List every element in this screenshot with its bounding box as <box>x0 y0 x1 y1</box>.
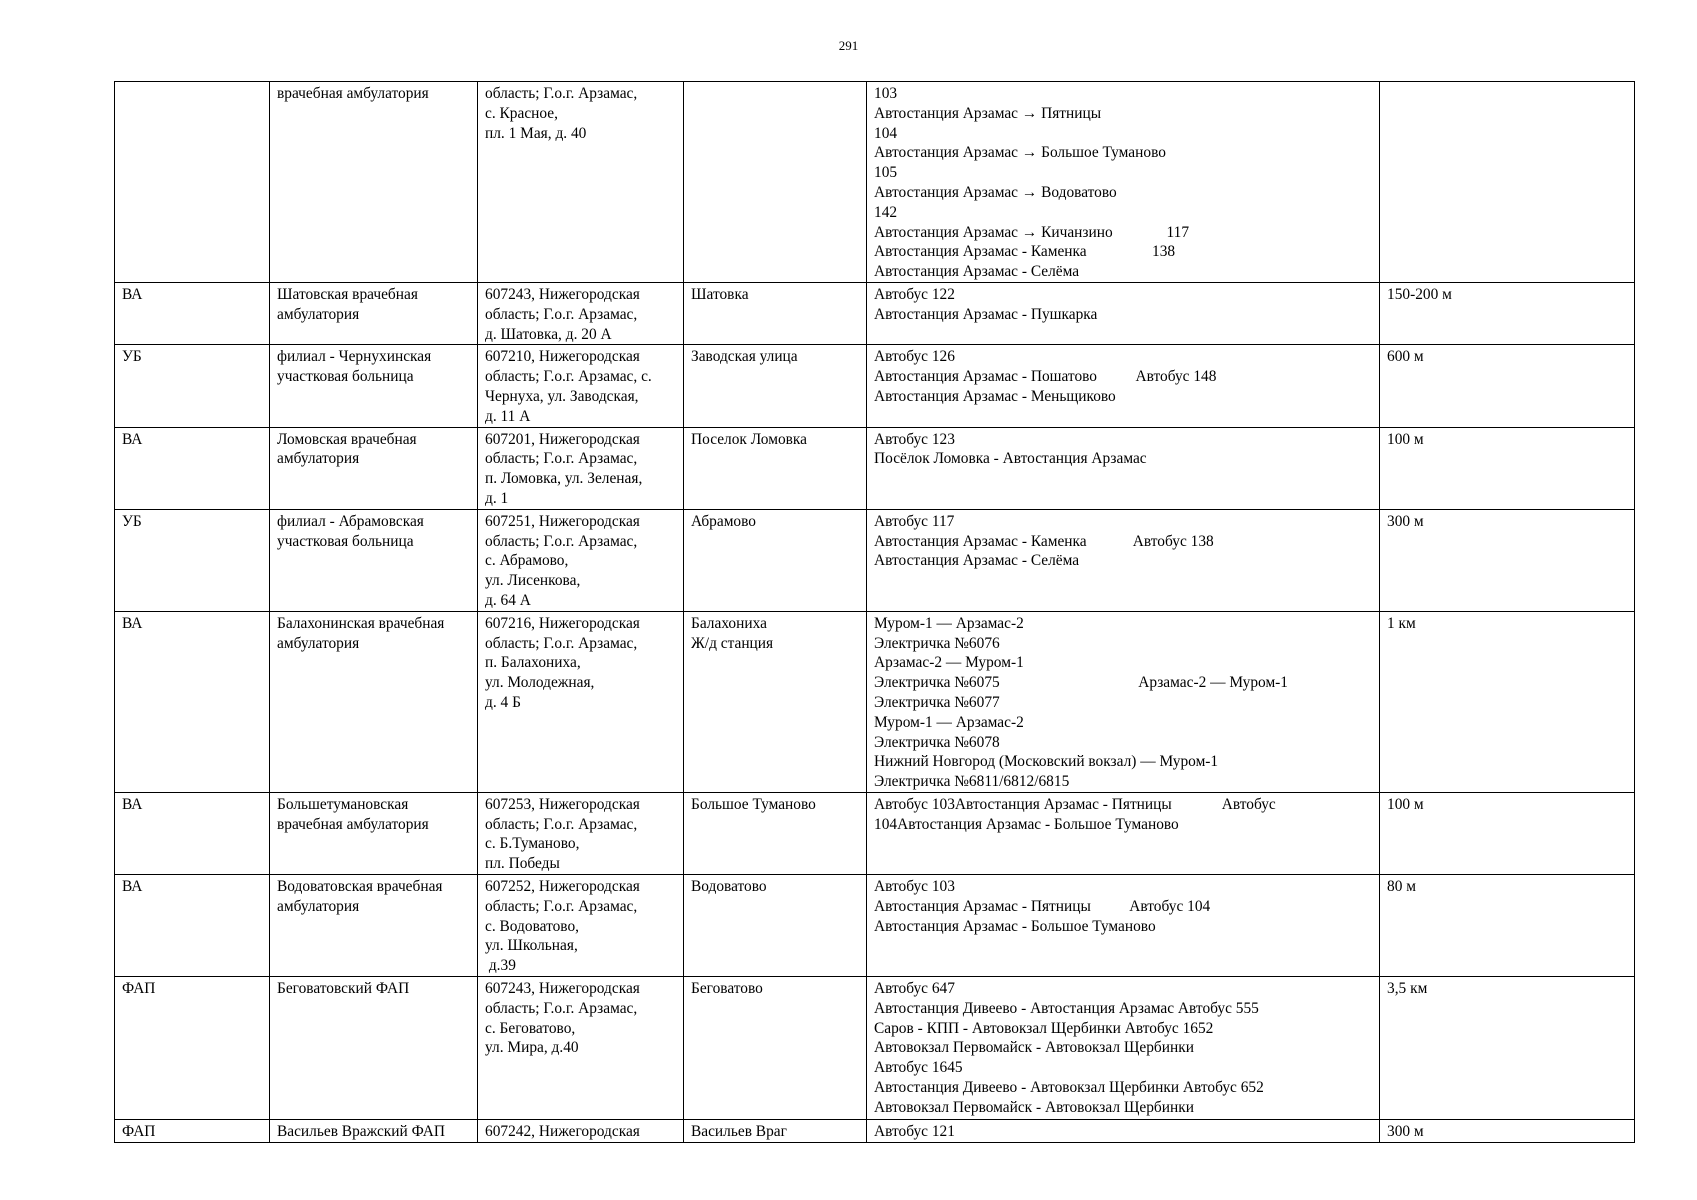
distance-cell-text: 80 м <box>1387 878 1416 896</box>
facility-type-cell-text: ФАП <box>122 1123 156 1141</box>
distance-cell <box>1380 1120 1635 1143</box>
facilities-table <box>114 81 1635 1143</box>
address-cell-line: область; Г.о.г. Арзамас, <box>485 532 638 550</box>
distance-cell <box>1380 509 1635 611</box>
address-cell-line: 607252, Нижегородская <box>485 878 640 896</box>
routes-cell <box>867 875 1380 977</box>
distance-cell-text: 3,5 км <box>1387 980 1428 998</box>
facility-type-cell <box>115 1120 270 1143</box>
address-cell <box>478 1120 684 1143</box>
address-cell-line: п. Ломовка, ул. Зеленая, <box>485 470 643 488</box>
address-cell-line: 607242, Нижегородская <box>485 1123 640 1141</box>
routes-cell-line: Автостанция Арзамас - Пушкарка <box>874 305 1098 323</box>
routes-cell-line: Автостанция Арзамас - Селёма <box>874 552 1080 570</box>
address-cell-line: с. Красное, <box>485 104 558 122</box>
facility-type-cell-text: ВА <box>122 614 143 632</box>
routes-cell-line: Автобус 122 <box>874 285 955 303</box>
facility-type-cell-text: ВА <box>122 430 143 448</box>
facility-name-cell-line: филиал - Абрамовская <box>277 512 424 530</box>
facility-type-cell <box>115 611 270 792</box>
routes-cell-line: Автобус 647 <box>874 980 955 998</box>
routes-cell-line: Автостанция Арзамас - Селёма <box>874 263 1080 281</box>
address-cell-line: п. Балахониха, <box>485 654 581 672</box>
address-cell <box>478 345 684 427</box>
address-cell-line: ул. Мира, д.40 <box>485 1039 579 1057</box>
routes-cell-line: 142 <box>874 203 898 221</box>
facility-name-cell-line: Беговатовский ФАП <box>277 980 410 998</box>
routes-cell-line: Электричка №6076 <box>874 634 1000 652</box>
routes-cell-line: Автобус 1645 <box>874 1059 963 1077</box>
facility-type-cell <box>115 509 270 611</box>
facility-name-cell <box>270 345 478 427</box>
address-cell-line: 607253, Нижегородская <box>485 795 640 813</box>
address-cell-line: 607243, Нижегородская <box>485 285 640 303</box>
facility-type-cell <box>115 82 270 283</box>
address-cell-line: д.39 <box>485 957 516 975</box>
address-cell <box>478 977 684 1120</box>
routes-cell-line: Автостанция Арзамас - Каменка Автобус 138 <box>874 532 1214 550</box>
address-cell-line: д. 11 А <box>485 407 531 425</box>
routes-cell-line: Автовокзал Первомайск - Автовокзал Щербинки <box>874 1039 1194 1057</box>
routes-cell <box>867 427 1380 509</box>
stop-cell <box>684 875 867 977</box>
address-cell-line: ул. Школьная, <box>485 937 578 955</box>
routes-cell <box>867 1120 1380 1143</box>
address-cell-line: 607216, Нижегородская <box>485 614 640 632</box>
routes-cell-line: Электричка №6075 Арзамас-2 — Муром-1 <box>874 674 1288 692</box>
distance-cell <box>1380 792 1635 874</box>
routes-cell-line: Электричка №6078 <box>874 733 1000 751</box>
address-cell <box>478 509 684 611</box>
routes-cell-line: Автостанция Арзамас → Кичанзино 117 <box>874 223 1190 241</box>
routes-cell-line: Автостанция Дивеево - Автостанция Арзамас Автобус 555 <box>874 999 1259 1017</box>
distance-cell <box>1380 82 1635 283</box>
stop-cell <box>684 282 867 344</box>
address-cell <box>478 875 684 977</box>
table-row <box>115 977 1635 1120</box>
stop-cell-line: Балахониха <box>691 614 767 632</box>
address-cell-line: ул. Лисенкова, <box>485 572 581 590</box>
facility-name-cell-line: Васильев Вражский ФАП <box>277 1123 446 1141</box>
address-cell-line: с. Абрамово, <box>485 552 569 570</box>
routes-cell <box>867 282 1380 344</box>
stop-cell <box>684 1120 867 1143</box>
facility-type-cell <box>115 792 270 874</box>
table-row <box>115 82 1635 283</box>
table-row <box>115 792 1635 874</box>
facility-type-cell <box>115 345 270 427</box>
address-cell-line: д. 4 Б <box>485 693 521 711</box>
stop-cell-line: Беговатово <box>691 980 763 998</box>
page-number: 291 <box>838 38 859 53</box>
routes-cell <box>867 611 1380 792</box>
facility-name-cell <box>270 282 478 344</box>
address-cell-line: 607243, Нижегородская <box>485 980 640 998</box>
facility-name-cell-line: участковая больница <box>277 368 414 386</box>
facility-name-cell <box>270 792 478 874</box>
table-row <box>115 282 1635 344</box>
facility-name-cell-line: Большетумановская <box>277 795 409 813</box>
facility-name-cell <box>270 1120 478 1143</box>
facility-name-cell <box>270 82 478 283</box>
routes-cell-line: Автобус 123 <box>874 430 955 448</box>
distance-cell-text: 300 м <box>1387 512 1424 530</box>
address-cell <box>478 282 684 344</box>
address-cell <box>478 82 684 283</box>
distance-cell-text: 100 м <box>1387 430 1424 448</box>
stop-cell-line: Васильев Враг <box>691 1123 787 1141</box>
routes-cell <box>867 509 1380 611</box>
stop-cell <box>684 427 867 509</box>
routes-cell-line: Автобус 103Автостанция Арзамас - Пятницы Автобус <box>874 795 1276 813</box>
facility-type-cell-text: ВА <box>122 795 143 813</box>
stop-cell-line: Шатовка <box>691 285 749 303</box>
distance-cell-text: 600 м <box>1387 348 1424 366</box>
facility-name-cell-line: Балахонинская врачебная <box>277 614 445 632</box>
facility-name-cell <box>270 509 478 611</box>
facility-type-cell <box>115 427 270 509</box>
stop-cell-line: Большое Туманово <box>691 795 816 813</box>
facility-type-cell-text: УБ <box>122 348 142 366</box>
facility-type-cell-text: УБ <box>122 512 142 530</box>
distance-cell <box>1380 427 1635 509</box>
table-row <box>115 611 1635 792</box>
facility-type-cell <box>115 977 270 1120</box>
distance-cell-text: 150-200 м <box>1387 285 1452 303</box>
stop-cell <box>684 792 867 874</box>
routes-cell-line: Автовокзал Первомайск - Автовокзал Щербинки <box>874 1098 1194 1116</box>
address-cell <box>478 611 684 792</box>
address-cell-line: область; Г.о.г. Арзамас, с. <box>485 368 652 386</box>
table-row <box>115 1120 1635 1143</box>
address-cell-line: ул. Молодежная, <box>485 674 595 692</box>
table-row <box>115 345 1635 427</box>
distance-cell-text: 1 км <box>1387 614 1416 632</box>
stop-cell <box>684 977 867 1120</box>
facility-name-cell-line: амбулатория <box>277 634 360 652</box>
routes-cell-line: Муром-1 — Арзамас-2 <box>874 614 1024 632</box>
table-body <box>115 82 1635 1143</box>
routes-cell-line: Автобус 121 <box>874 1123 955 1141</box>
routes-cell-line: Автобус 126 <box>874 348 955 366</box>
table-row <box>115 875 1635 977</box>
routes-cell-line: Автостанция Арзамас → Большое Туманово <box>874 144 1166 162</box>
facility-name-cell <box>270 977 478 1120</box>
routes-cell-line: Нижний Новгород (Московский вокзал) — Муром-1 <box>874 753 1219 771</box>
facility-name-cell-line: Водоватовская врачебная <box>277 878 443 896</box>
address-cell-line: д. Шатовка, д. 20 А <box>485 325 612 343</box>
routes-cell-line: Электричка №6077 <box>874 693 1000 711</box>
routes-cell-line: Муром-1 — Арзамас-2 <box>874 713 1024 731</box>
address-cell-line: область; Г.о.г. Арзамас, <box>485 999 638 1017</box>
address-cell-line: с. Водоватово, <box>485 917 579 935</box>
table-row <box>115 509 1635 611</box>
routes-cell <box>867 792 1380 874</box>
facility-name-cell-line: Ломовская врачебная <box>277 430 417 448</box>
address-cell-line: 607210, Нижегородская <box>485 348 640 366</box>
routes-cell-line: Автостанция Арзамас - Меньщиково <box>874 387 1116 405</box>
address-cell <box>478 792 684 874</box>
facility-name-cell-line: амбулатория <box>277 305 360 323</box>
routes-cell-line: Автостанция Арзамас - Каменка 138 <box>874 243 1176 261</box>
routes-cell <box>867 82 1380 283</box>
stop-cell <box>684 509 867 611</box>
facility-type-cell-text: ВА <box>122 285 143 303</box>
facility-type-cell-text: ВА <box>122 878 143 896</box>
routes-cell-line: Автостанция Арзамас - Пятницы Автобус 104 <box>874 897 1211 915</box>
facility-name-cell-line: амбулатория <box>277 450 360 468</box>
address-cell-line: 607201, Нижегородская <box>485 430 640 448</box>
facility-name-cell-line: врачебная амбулатория <box>277 815 429 833</box>
address-cell-line: 607251, Нижегородская <box>485 512 640 530</box>
routes-cell-line: Арзамас-2 — Муром-1 <box>874 654 1024 672</box>
address-cell-line: пл. 1 Мая, д. 40 <box>485 124 587 142</box>
address-cell-line: область; Г.о.г. Арзамас, <box>485 634 638 652</box>
routes-cell-line: Автобус 103 <box>874 878 955 896</box>
stop-cell-line: Ж/д станция <box>691 634 774 652</box>
table-row <box>115 427 1635 509</box>
address-cell-line: область; Г.о.г. Арзамас, <box>485 305 638 323</box>
distance-cell <box>1380 282 1635 344</box>
address-cell-line: область; Г.о.г. Арзамас, <box>485 450 638 468</box>
routes-cell-line: Автобус 117 <box>874 512 955 530</box>
facility-name-cell-line: Шатовская врачебная <box>277 285 418 303</box>
facility-name-cell <box>270 427 478 509</box>
stop-cell <box>684 345 867 427</box>
distance-cell <box>1380 875 1635 977</box>
facility-name-cell <box>270 875 478 977</box>
address-cell <box>478 427 684 509</box>
routes-cell-line: 104Автостанция Арзамас - Большое Туманово <box>874 815 1179 833</box>
address-cell-line: с. Беговатово, <box>485 1019 576 1037</box>
facility-type-cell <box>115 282 270 344</box>
routes-cell-line: Автостанция Арзамас - Пошатово Автобус 148 <box>874 368 1217 386</box>
routes-cell-line: Автостанция Арзамас → Водоватово <box>874 183 1117 201</box>
routes-cell-line: Саров - КПП - Автовокзал Щербинки Автобус 1652 <box>874 1019 1214 1037</box>
routes-cell <box>867 345 1380 427</box>
routes-cell-line: 105 <box>874 164 898 182</box>
routes-cell-line: Автостанция Дивеево - Автовокзал Щербинки Автобус 652 <box>874 1079 1264 1097</box>
facility-type-cell-text: ФАП <box>122 980 156 998</box>
address-cell-line: д. 64 А <box>485 591 531 609</box>
distance-cell-text: 100 м <box>1387 795 1424 813</box>
routes-cell-line: Посёлок Ломовка - Автостанция Арзамас <box>874 450 1147 468</box>
facility-name-cell-line: амбулатория <box>277 897 360 915</box>
routes-cell-line: Автостанция Арзамас - Большое Туманово <box>874 917 1156 935</box>
address-cell-line: область; Г.о.г. Арзамас, <box>485 897 638 915</box>
stop-cell-line: Заводская улица <box>691 348 798 366</box>
stop-cell-line: Поселок Ломовка <box>691 430 807 448</box>
stop-cell-line: Абрамово <box>691 512 756 530</box>
address-cell-line: д. 1 <box>485 489 509 507</box>
stop-cell-line: Водоватово <box>691 878 767 896</box>
stop-cell <box>684 611 867 792</box>
facility-name-cell-line: филиал - Чернухинская <box>277 348 432 366</box>
distance-cell-text: 300 м <box>1387 1123 1424 1141</box>
distance-cell <box>1380 611 1635 792</box>
routes-cell-line: 104 <box>874 124 898 142</box>
stop-cell <box>684 82 867 283</box>
facility-name-cell <box>270 611 478 792</box>
distance-cell <box>1380 977 1635 1120</box>
address-cell-line: с. Б.Туманово, <box>485 835 580 853</box>
distance-cell <box>1380 345 1635 427</box>
facility-name-cell-line: врачебная амбулатория <box>277 85 429 102</box>
address-cell-line: пл. Победы <box>485 855 560 873</box>
routes-cell-line: Автостанция Арзамас → Пятницы <box>874 104 1102 122</box>
facility-type-cell <box>115 875 270 977</box>
address-cell-line: Чернуха, ул. Заводская, <box>485 387 639 405</box>
routes-cell <box>867 977 1380 1120</box>
routes-cell-line: 103 <box>874 85 898 102</box>
facility-name-cell-line: участковая больница <box>277 532 414 550</box>
routes-cell-line: Электричка №6811/6812/6815 <box>874 773 1070 791</box>
address-cell-line: область; Г.о.г. Арзамас, <box>485 815 638 833</box>
address-cell-line: область; Г.о.г. Арзамас, <box>485 85 638 102</box>
